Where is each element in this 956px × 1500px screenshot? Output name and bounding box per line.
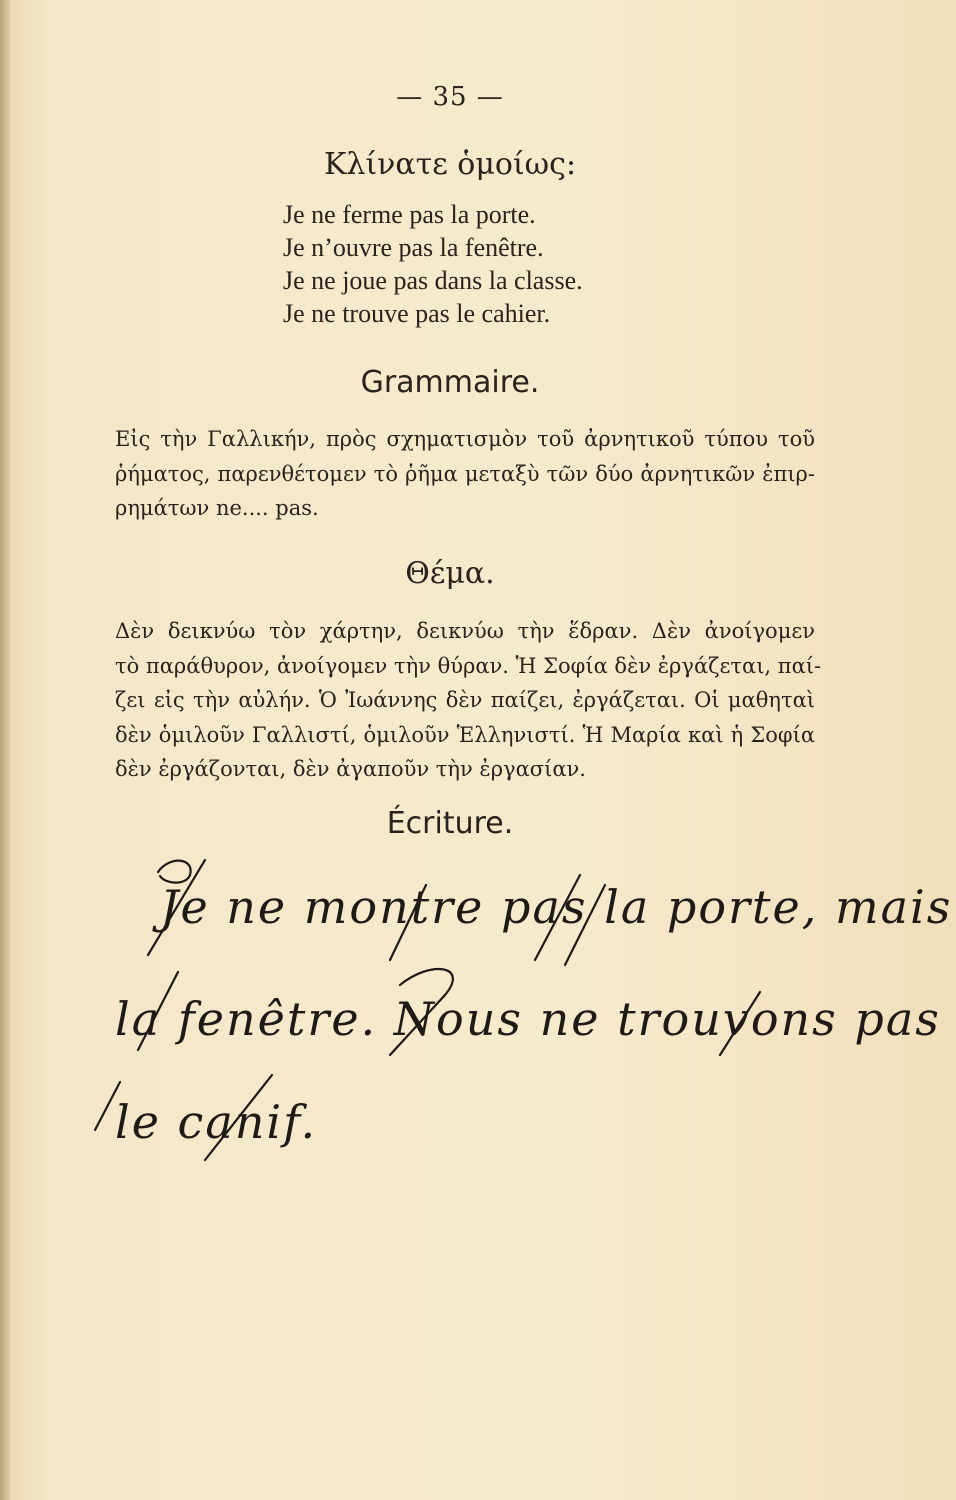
flourish-nous-loop (390, 969, 453, 1055)
section-title-ecriture: Écriture. (386, 806, 514, 841)
theme-line-4: δὲν ὁμιλοῦν Γαλλιστί, ὁμιλοῦν Ἑλληνιστί. Ἡ Μαρία καὶ ἡ Σοφία (115, 722, 815, 747)
theme-line-5: δὲν ἐργάζονται, δὲν ἀγαποῦν τὴν ἐργασίαν. (115, 757, 586, 781)
handwriting-line-1: Je ne montre pas la porte, mais (160, 880, 953, 934)
grammar-line-1: Εἰς τὴν Γαλλικήν, πρὸς σχηματισμὸν τοῦ ἀρνητικοῦ τύπου τοῦ (115, 427, 815, 451)
theme-line-3: ζει εἰς τὴν αὐλήν. Ὁ Ἰωάννης δὲν παίζει, ἐργάζεται. Οἱ μαθηταὶ (115, 688, 815, 712)
conjugation-line-4: Je ne trouve pas le cahier. (283, 299, 551, 328)
page-number: — 35 — (396, 82, 504, 112)
grammar-line-3: ρημάτων ne.... pas. (115, 496, 319, 520)
conjugation-line-2: Je n’ouvre pas la fenêtre. (283, 233, 544, 262)
flourish-canif-stem (205, 1075, 272, 1160)
flourish-je-loop (158, 861, 191, 883)
flourish-porte-stem (565, 885, 605, 965)
grammar-line-2: ῥήματος, παρενθέτομεν τὸ ῥῆμα μεταξὺ τῶν δύο ἀρνητικῶν ἐπιρ- (115, 461, 815, 486)
flourish-pas-stem-1 (390, 885, 426, 960)
section-title-grammaire: Grammaire. (360, 365, 540, 400)
conjugation-line-1: Je ne ferme pas la porte. (283, 200, 536, 229)
flourish-le-stem (95, 1082, 120, 1130)
flourish-fenetre-stem (138, 972, 178, 1050)
section-title-thema: Θέμα. (405, 556, 495, 591)
conjugation-line-3: Je ne joue pas dans la classe. (283, 266, 583, 295)
flourish-je-stem (148, 860, 205, 955)
section-title-klinate: Κλίνατε ὁμοίως: (323, 147, 577, 182)
flourish-pas-stem-2 (720, 992, 760, 1055)
handwriting-line-2: la fenêtre. Nous ne trouvons pas (115, 992, 941, 1046)
theme-line-2: τὸ παράθυρον, ἀνοίγομεν τὴν θύραν. Ἡ Σοφία δὲν ἐργάζεται, παί- (115, 653, 822, 678)
handwriting-line-3: le canif. (115, 1095, 318, 1149)
theme-line-1: Δὲν δεικνύω τὸν χάρτην, δεικνύω τὴν ἕδραν. Δὲν ἀνοίγομεν (115, 619, 815, 643)
